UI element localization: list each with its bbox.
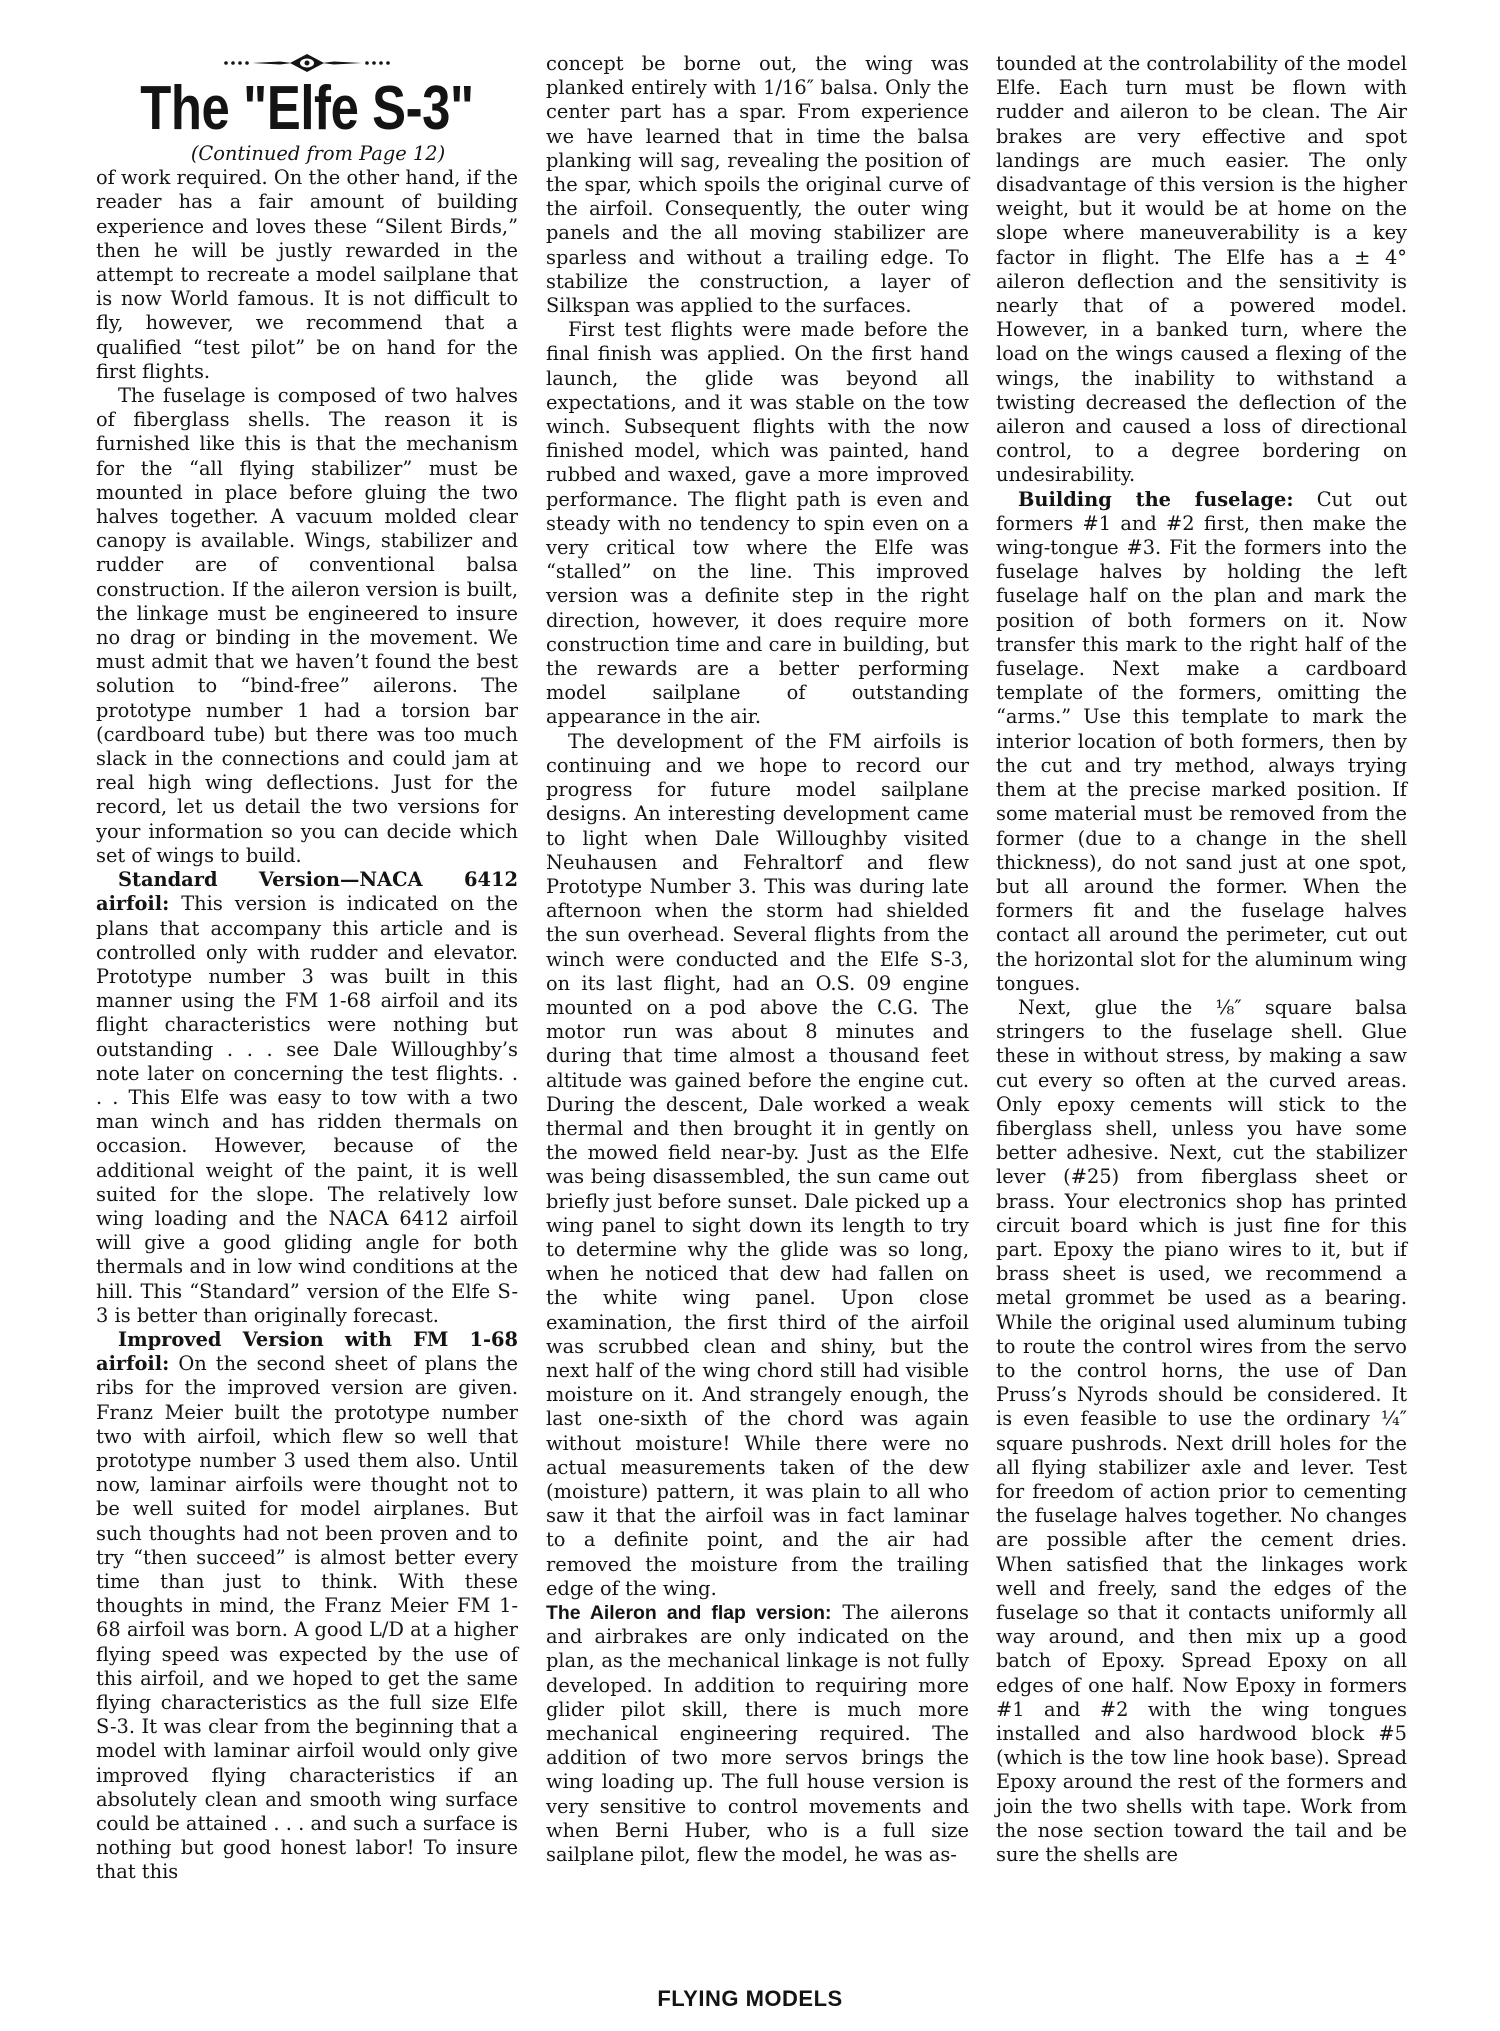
column-3 [996,52,1407,1867]
standard-version-text: This version is indicated on the plans that accompany this article and is controlled only with rudder and elevator. Prototype number 3 was built in this manner using the FM 1-68 airfoil and its flight characteristics were nothing but outstanding . . . see Dale Willoughby’s note later on concerning the test flights. . . . This Elfe was easy to tow with a two man winch and has ridden thermals on occasion. However, because of the additional weight of the paint, it is well suited for the slope. The relatively low wing loading and the NACA 6412 airfoil will give a good gliding angle for both thermals and in low wind conditions at the hill. This “Standard” version of the Elfe S-3 is better than originally forecast. [96,892,518,1327]
col3-paragraph-2 [996,488,1407,996]
column-2 [546,52,969,1867]
aileron-version-text: The ailerons and airbrakes are only indicated on the plan, as the mechanical linkage is not fully developed. In addition to requiring more glider pilot skill, there is much more mechanical engineering required. The addition of two more servos brings the wing loading up. The full house version is very sensitive to control movements and when Berni Huber, who is a full size sailplane pilot, flew the model, he was as- [546,1601,970,1867]
column-1 [96,52,518,1885]
aileron-version-heading: The Aileron and flap version: [546,1602,832,1624]
improved-version-heading: Improved Version with FM 1-68 airfoil: [96,1327,518,1376]
col2-paragraph-4 [546,1601,969,1867]
building-fuselage-text: Cut out formers #1 and #2 first, then make the wing-tongue #3. Fit the formers into the fuselage halves by holding the left fuselage half on the plan and mark the position of both formers on it. Now transfer this mark to the right half of the fuselage. Next make a cardboard template of the formers, omitting the “arms.” Use this template to mark the interior location of both formers, then by the cut and try method, always trying them at the precise marked position. If some material must be removed from the former (due to a change in the shell thickness), do not sand just at one spot, but all around the former. When the formers fit and the fuselage halves contact all around the perimeter, cut out the horizontal slot for the aluminum wing tongues. [996,487,1407,995]
col1-paragraph-3 [96,868,518,1328]
title-ornament-icon [212,52,402,74]
continued-note: (Continued from Page 12) [190,142,446,165]
article-title: The "Elfe S-3" [140,74,474,143]
building-fuselage-heading: Building the fuselage: [1018,487,1294,511]
improved-version-text: On the second sheet of plans the ribs for the improved version are given. Franz Meier built the prototype number two with airfoil, which flew so well that prototype number 3 used them also. Until now, laminar airfoils were thought not to be well suited for model airplanes. But such thoughts had not been proven and to try “then succeed” is almost better every time than just to think. With these thoughts in mind, the Franz Meier FM 1-68 airfoil was born. A good L/D at a higher flying speed was expected by the use of this airfoil, and we hoped to get the same flying characteristics as the full size Elfe S-3. It was clear from the beginning that a model with laminar airfoil would only give improved flying characteristics if an absolutely clean and smooth wing surface could be attained . . . and such a surface is nothing but good honest labor! To insure that this [96,1352,518,1884]
col2-paragraph-3: The development of the FM airfoils is continuing and we hope to record our progress for future model sailplane designs. An interesting development came to light when Dale Willoughby visited Neuhausen and Fehraltorf and flew Prototype Number 3. This was during late afternoon when the storm had shielded the sun overhead. Several flights from the winch were conducted and the Elfe S-3, on its last flight, had an O.S. 09 engine mounted on a pod above the C.G. The motor run was about 8 minutes and during that time almost a thousand feet altitude was gained before the engine cut. During the descent, Dale worked a weak thermal and then brought it in gently on the mowed field near-by. Just as the Elfe was being disassembled, the sun came out briefly just before sunset. Dale picked up a wing panel to sight down its length to try to determine why the glide was so long, when he noticed that dew had fallen on the white wing panel. Upon close examination, the first third of the airfoil was scrubbed clean and shiny, but the next half of the wing chord still had visible moisture on it. And strangely enough, the last one-sixth of the chord was again without moisture! While there were no actual measurements taken of the dew (moisture) pattern, it was plain to all who saw it that the airfoil was in fact laminar to a definite point, and the air had removed the moisture from the trailing edge of the wing. [546,729,969,1600]
col3-paragraph-3: Next, glue the ⅛″ square balsa stringers to the fuselage shell. Glue these in without stress, by making a saw cut every so often at the curved areas. Only epoxy cements will stick to the fiberglass shell, unless you have some better adhesive. Next, cut the stabilizer lever (#25) from fiberglass sheet or brass. Your electronics shop has printed circuit board which is just fine for this part. Epoxy the piano wires to it, but if brass sheet is used, we recommend a metal grommet be used as a bearing. While the original used aluminum tubing to route the control wires from the servo to the control horns, the use of Dan Pruss’s Nyrods should be considered. It is even feasible to use the ordinary ¼″ square pushrods. Next drill holes for the all flying stabilizer axle and lever. Test for freedom of action prior to cementing the fuselage halves together. No changes are possible after the cement dries. When satisfied that the linkages work well and freely, sand the edges of the fuselage so that it contacts uniformly all way around, and then mix up a good batch of Epoxy. Spread Epoxy on all edges of one half. Now Epoxy in formers #1 and #2 with the wing tongues installed and also hardwood block #5 (which is the tow line hook base). Spread Epoxy around the rest of the formers and join the two shells with tape. Work from the nose section toward the tail and be sure the shells are [996,995,1407,1867]
col1-paragraph-2: The fuselage is composed of two halves of fiberglass shells. The reason it is furnished like this is that the mechanism for the “all flying stabilizer” must be mounted in place before gluing the two halves together. A vacuum molded clear canopy is available. Wings, stabilizer and rudder are of conventional balsa construction. If the aileron version is built, the linkage must be engineered to insure no drag or binding in the movement. We must admit that we haven’t found the best solution to “bind-free” ailerons. The prototype number 1 had a torsion bar (cardboard tube) but there was too much slack in the connections and could jam at real high wing deflections. Just for the record, let us detail the two versions for your information so you can decide which set of wings to build. [96,384,518,867]
magazine-footer: FLYING MODELS [657,1986,843,2011]
col2-paragraph-1: concept be borne out, the wing was planked entirely with 1/16″ balsa. Only the center part has a spar. From experience we have learned that in time the balsa planking will sag, revealing the position of the spar, which spoils the original curve of the airfoil. Consequently, the outer wing panels and the all moving stabilizer are sparless and without a trailing edge. To stabilize the construction, a layer of Silkspan was applied to the surfaces. [546,52,969,318]
col3-paragraph-1: tounded at the controlability of the model Elfe. Each turn must be flown with rudder and aileron to be clean. The Air brakes are very effective and spot landings are much easier. The only disadvantage of this version is the higher weight, but it would be at home on the slope where maneuverability is a key factor in flight. The Elfe has a ± 4° aileron deflection and the sensitivity is nearly that of a powered model. However, in a banked turn, where the load on the wings caused a flexing of the wings, the inability to withstand a twisting decreased the deflection of the aileron and caused a loss of directional control, to a degree bordering on undesirability. [996,52,1407,487]
col1-paragraph-1: of work required. On the other hand, if the reader has a fair amount of building experience and loves these “Silent Birds,” then he will be justly rewarded in the attempt to recreate a model sailplane that is now World famous. It is not difficult to fly, however, we recommend that a qualified “test pilot” be on hand for the first flights. [96,166,518,383]
col1-paragraph-4 [96,1328,518,1885]
standard-version-heading: Standard Version—NACA 6412 airfoil: [96,868,518,916]
col2-paragraph-2: First test flights were made before the final finish was applied. On the first hand launch, the glide was beyond all expectations, and it was stable on the tow winch. Subsequent flights with the now finished model, which was painted, hand rubbed and waxed, gave a more improved performance. The flight path is even and steady with no tendency to spin even on a very critical tow where the Elfe was “stalled” on the line. This improved version was a definite step in the right direction, however, it does require more construction time and care in building, but the rewards are a better performing model sailplane of outstanding appearance in the air. [546,318,969,729]
